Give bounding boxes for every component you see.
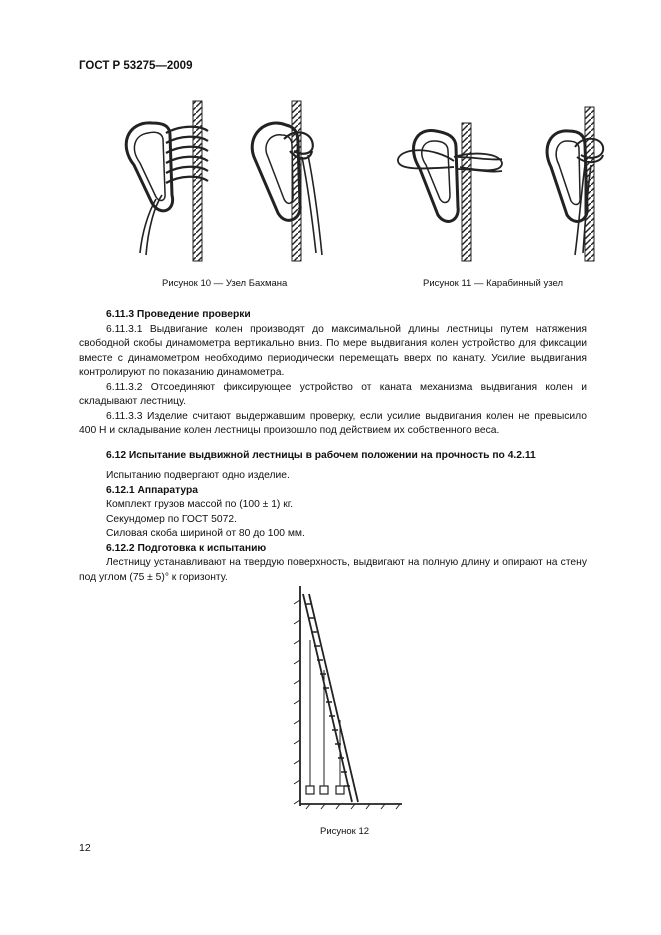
heading-6-12: 6.12 Испытание выдвижной лестницы в рабочем положении на прочность по 4.2.11 (106, 449, 536, 461)
figure-12-caption: Рисунок 12 (320, 826, 370, 837)
paragraph-6-11-3-3: 6.11.3.3 Изделие считают выдержавшим проверку, если усилие выдвигания колен не превысило 400 Н и складывание колен лестницы произошло под действием их собственного веса. (79, 410, 587, 436)
figure-11-carabiner-knot-illustration-c (525, 95, 615, 265)
document-header: ГОСТ Р 53275—2009 (79, 60, 193, 72)
paragraph-6-11-3-2: 6.11.3.2 Отсоединяют фиксирующее устройство от каната механизма выдвигания колен и складывают лестницу. (79, 381, 587, 407)
figure-10-caption: Рисунок 10 — Узел Бахмана (162, 278, 288, 289)
figure-12-ladder-illustration (290, 580, 410, 810)
apparatus-item-bracket: Силовая скоба шириной от 80 до 100 мм. (106, 528, 305, 539)
apparatus-item-stopwatch: Секундомер по ГОСТ 5072. (106, 513, 237, 525)
apparatus-item-weights: Комплект грузов массой по (100 ± 1) кг. (106, 499, 294, 510)
paragraph-6-12-2-prep: Лестницу устанавливают на твердую поверхность, выдвигают на полную длину и опирают на стену под углом (75 ± 5)° к горизонту. (79, 557, 587, 583)
heading-6-11-3: 6.11.3 Проведение проверки (106, 309, 251, 320)
heading-6-12-1: 6.12.1 Аппаратура (106, 484, 199, 496)
paragraph-6-12-intro: Испытанию подвергают одно изделие. (106, 470, 290, 481)
heading-6-12-2: 6.12.2 Подготовка к испытанию (106, 542, 267, 554)
figure-11-caption: Рисунок 11 — Карабинный узел (423, 278, 564, 289)
document-body (79, 308, 587, 585)
figure-10-bachmann-knot-illustration (100, 95, 230, 265)
figure-11-carabiner-knot-illustration-a (232, 95, 342, 265)
page-number: 12 (79, 842, 91, 854)
figure-11-carabiner-knot-illustration-b (390, 95, 510, 265)
paragraph-6-11-3-1: 6.11.3.1 Выдвигание колен производят до максимальной длины лестницы путем натяжения свободной скобы динамометра вертикально вниз. По мере выдвигания колен устройство для фиксации вместе с динамометром необходимо периодически перемещать вверх по канату. Усилие выдвигания контролируют по показанию динамометра. (79, 323, 587, 378)
